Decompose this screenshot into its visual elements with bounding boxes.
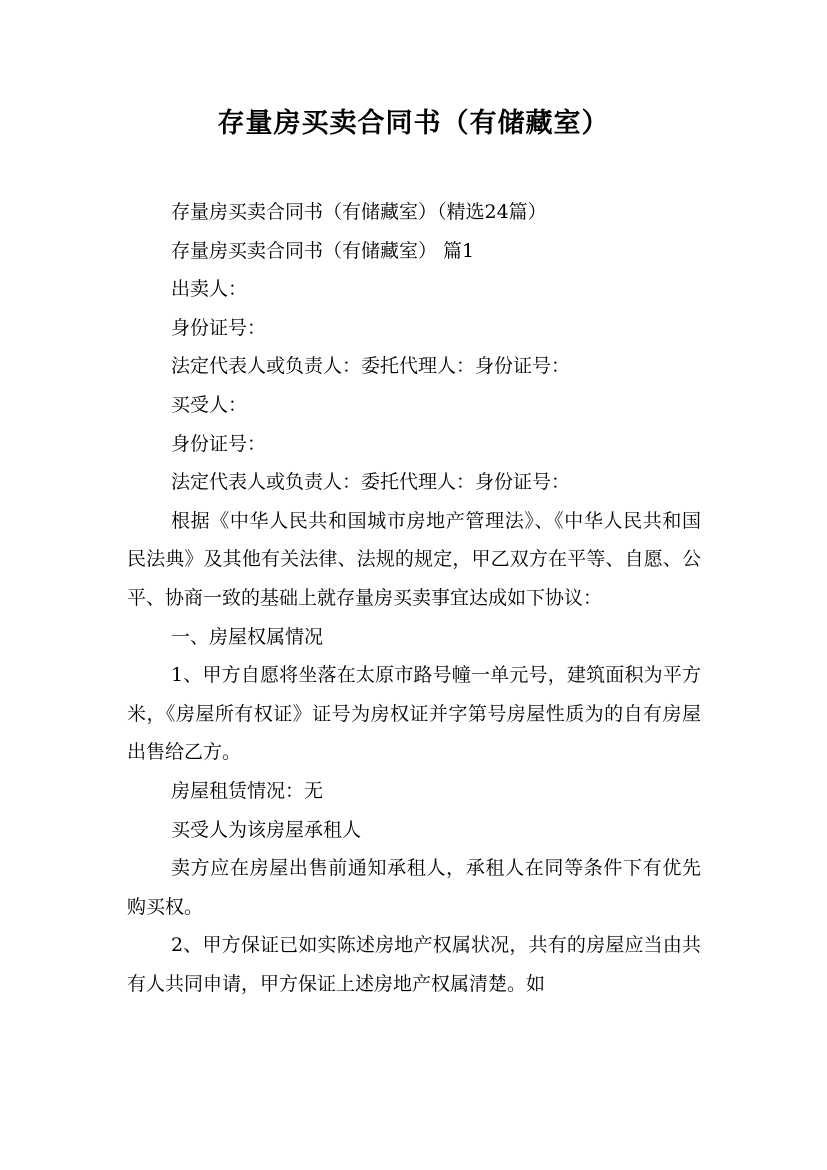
paragraph-tenant-notice: 卖方应在房屋出售前通知承租人，承租人在同等条件下有优先购买权。 bbox=[127, 857, 701, 918]
paragraph-buyer: 买受人： bbox=[171, 393, 248, 416]
paragraph-clause-1-2: 2、甲方保证已如实陈述房地产权属状况，共有的房屋应当由共有人共同申请，甲方保证上述房地产权属清楚。如 bbox=[127, 934, 701, 995]
paragraph-buyer-representative: 法定代表人或负责人：委托代理人：身份证号： bbox=[171, 471, 571, 494]
paragraph-preamble: 根据《中华人民共和国城市房地产管理法》、《中华人民共和国民法典》及其他有关法律、法规的规定，甲乙双方在平等、自愿、公平、协商一致的基础上就存量房买卖事宜达成如下协议： bbox=[127, 509, 701, 609]
paragraph-section-heading: 存量房买卖合同书（有储藏室） 篇1 bbox=[171, 239, 475, 262]
paragraph-clause-1-1: 1、甲方自愿将坐落在太原市路号幢一单元号，建筑面积为平方米，《房屋所有权证》证号为房权证并字第号房屋性质为的自有房屋出售给乙方。 bbox=[127, 664, 701, 764]
paragraph-seller: 出卖人： bbox=[171, 278, 248, 301]
paragraph-seller-id: 身份证号： bbox=[171, 316, 267, 339]
document-title: 存量房买卖合同书（有储藏室） bbox=[217, 108, 610, 139]
paragraph-seller-representative: 法定代表人或负责人：委托代理人：身份证号： bbox=[171, 355, 571, 378]
paragraph-buyer-id: 身份证号： bbox=[171, 432, 267, 455]
paragraph-buyer-is-tenant: 买受人为该房屋承租人 bbox=[171, 818, 362, 841]
document-body bbox=[127, 193, 701, 1003]
paragraph-subtitle: 存量房买卖合同书（有储藏室）（精选24篇） bbox=[171, 201, 547, 223]
paragraph-clause-1-heading: 一、房屋权属情况 bbox=[171, 625, 324, 648]
paragraph-lease-status: 房屋租赁情况：无 bbox=[171, 779, 324, 802]
